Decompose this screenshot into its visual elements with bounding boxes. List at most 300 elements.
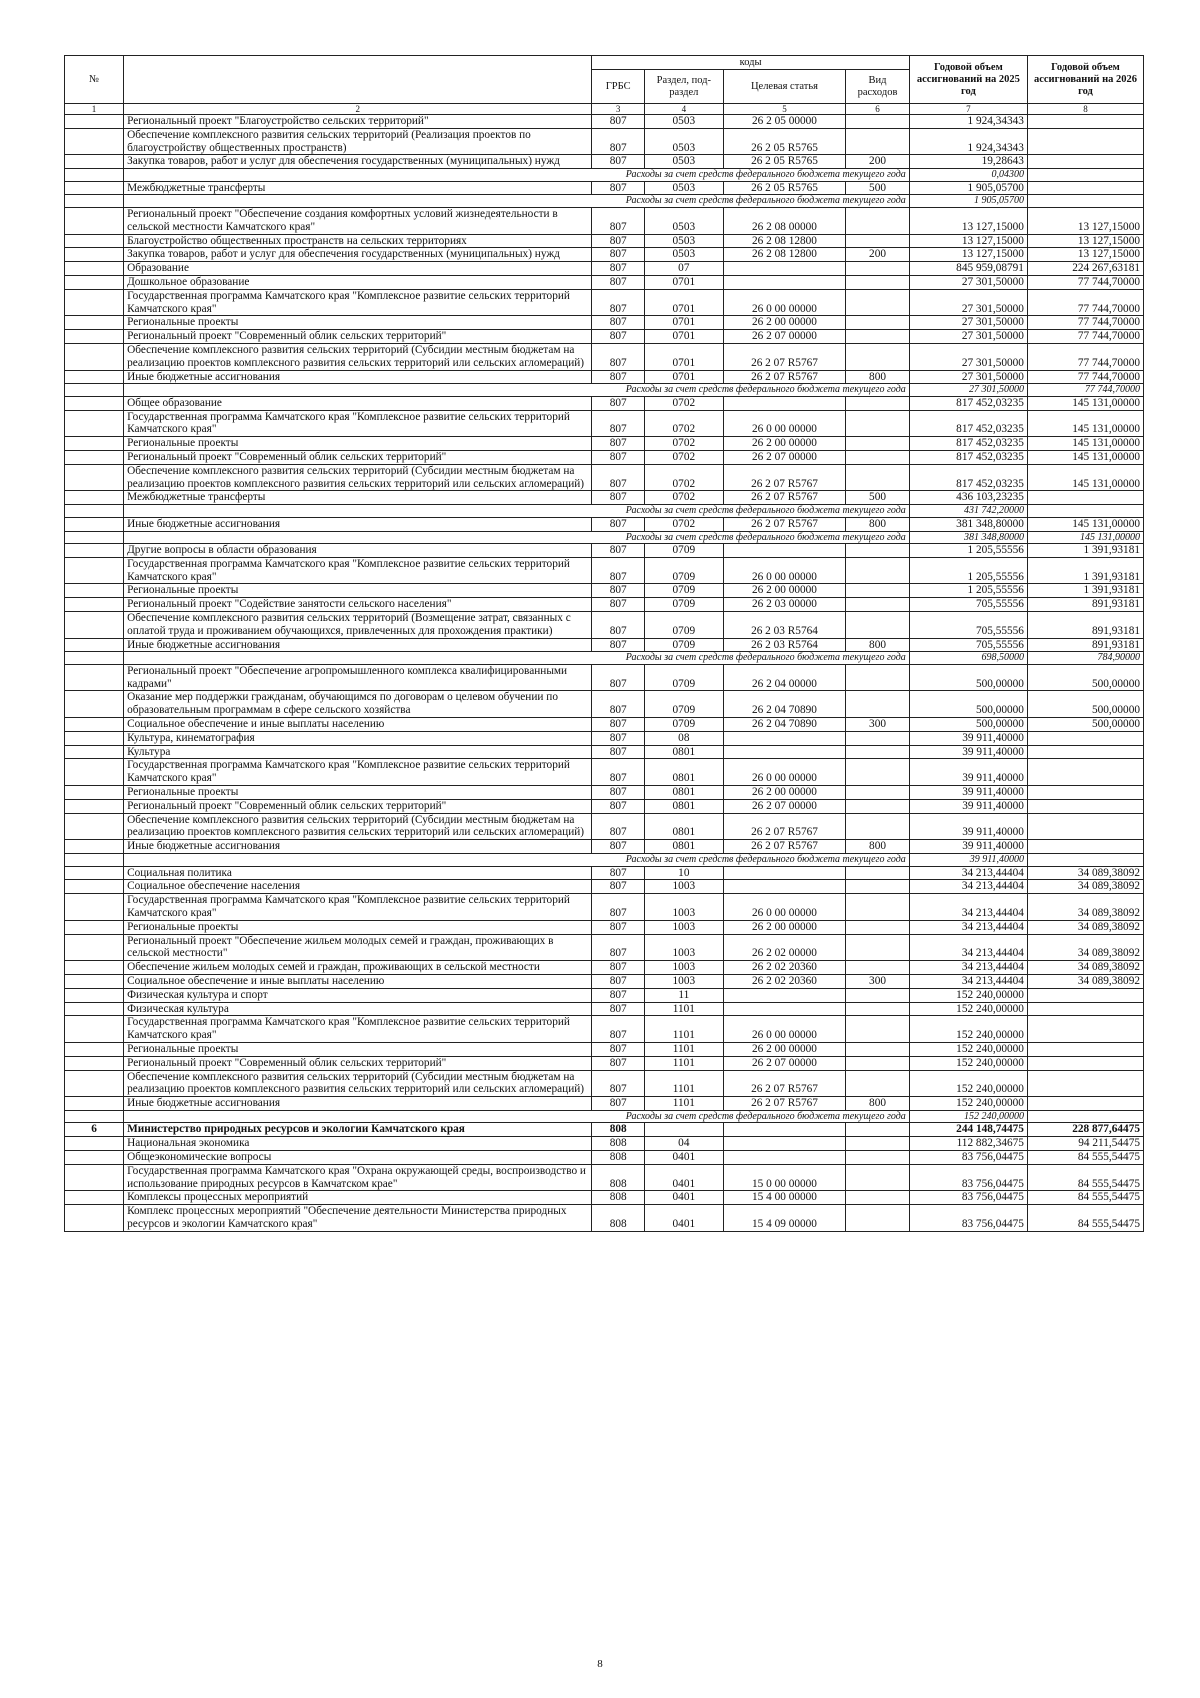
grbs-cell: 807 (592, 813, 645, 840)
expense-type-cell (846, 664, 910, 691)
target-article-cell: 26 2 08 12800 (723, 248, 846, 262)
row-number-cell (65, 262, 124, 276)
amount-2025-cell: 152 240,00000 (909, 988, 1027, 1002)
amount-2026-cell: 145 131,00000 (1027, 437, 1143, 451)
row-number-cell (65, 155, 124, 169)
amount-2025-cell: 152 240,00000 (909, 1110, 1027, 1123)
target-article-cell: 26 2 07 R5767 (723, 491, 846, 505)
expense-type-cell (846, 1042, 910, 1056)
section-cell: 0801 (644, 759, 723, 786)
table-row (65, 638, 1144, 652)
target-article-cell: 26 2 02 20360 (723, 974, 846, 988)
target-article-cell (723, 988, 846, 1002)
section-cell: 07 (644, 262, 723, 276)
row-number-cell (65, 384, 124, 397)
expense-type-cell (846, 330, 910, 344)
amount-2026-cell: 500,00000 (1027, 718, 1143, 732)
expense-type-cell (846, 988, 910, 1002)
item-name-cell: Обеспечение комплексного развития сельских территорий (Субсидии местным бюджетам на реализацию проектов комплексного развития сельских территорий или сельских агломераций) (124, 343, 592, 370)
item-name-cell: Министерство природных ресурсов и экологии Камчатского края (124, 1123, 592, 1137)
target-article-cell (723, 1123, 846, 1137)
col-num-cell: 8 (1027, 104, 1143, 115)
section-cell: 0709 (644, 718, 723, 732)
col-num-cell: 1 (65, 104, 124, 115)
amount-2026-cell (1027, 181, 1143, 195)
row-number-cell (65, 920, 124, 934)
amount-2026-cell: 34 089,38092 (1027, 934, 1143, 961)
table-row (65, 181, 1144, 195)
table-row (65, 934, 1144, 961)
expense-type-cell: 800 (846, 840, 910, 854)
item-name-cell: Государственная программа Камчатского края "Комплексное развитие сельских территорий Камчатского края" (124, 410, 592, 437)
col-2025-header: Годовой объем ассигнований на 2025 год (909, 56, 1027, 104)
section-cell: 0709 (644, 557, 723, 584)
item-name-cell: Физическая культура и спорт (124, 988, 592, 1002)
amount-2025-cell: 34 213,44404 (909, 974, 1027, 988)
row-number-cell (65, 786, 124, 800)
amount-2026-cell (1027, 786, 1143, 800)
federal-funds-note-row (65, 531, 1144, 544)
table-row (65, 1164, 1144, 1191)
expense-type-cell (846, 813, 910, 840)
item-name-cell: Региональные проекты (124, 316, 592, 330)
target-article-cell: 26 2 05 R5765 (723, 181, 846, 195)
table-row (65, 759, 1144, 786)
grbs-cell: 807 (592, 181, 645, 195)
amount-2025-cell: 152 240,00000 (909, 1016, 1027, 1043)
table-row (65, 410, 1144, 437)
target-article-cell: 26 2 03 R5764 (723, 612, 846, 639)
note-text-cell: Расходы за счет средств федерального бюджета текущего года (124, 195, 910, 208)
grbs-cell: 807 (592, 974, 645, 988)
grbs-cell: 807 (592, 612, 645, 639)
item-name-cell: Региональный проект "Современный облик сельских территорий" (124, 799, 592, 813)
grbs-cell: 807 (592, 961, 645, 975)
table-row (65, 1150, 1144, 1164)
grbs-cell: 807 (592, 691, 645, 718)
target-article-cell (723, 1002, 846, 1016)
row-number-cell (65, 731, 124, 745)
amount-2025-cell: 152 240,00000 (909, 1070, 1027, 1097)
table-row (65, 370, 1144, 384)
table-row (65, 1205, 1144, 1232)
expense-type-cell (846, 920, 910, 934)
amount-2025-cell: 13 127,15000 (909, 248, 1027, 262)
grbs-cell: 807 (592, 1042, 645, 1056)
table-row (65, 664, 1144, 691)
amount-2026-cell (1027, 1110, 1143, 1123)
section-cell: 1003 (644, 934, 723, 961)
table-row (65, 1042, 1144, 1056)
note-text-cell: Расходы за счет средств федерального бюджета текущего года (124, 169, 910, 182)
target-article-cell: 26 2 07 00000 (723, 799, 846, 813)
table-row (65, 786, 1144, 800)
expense-type-cell: 800 (846, 638, 910, 652)
amount-2026-cell (1027, 115, 1143, 129)
target-article-cell: 26 2 00 00000 (723, 584, 846, 598)
amount-2025-cell: 0,04300 (909, 169, 1027, 182)
target-article-cell (723, 544, 846, 558)
grbs-cell: 807 (592, 1056, 645, 1070)
note-text-cell: Расходы за счет средств федерального бюджета текущего года (124, 531, 910, 544)
row-number-cell (65, 974, 124, 988)
amount-2026-cell: 145 131,00000 (1027, 451, 1143, 465)
grbs-cell: 807 (592, 840, 645, 854)
target-article-cell: 26 2 07 00000 (723, 1056, 846, 1070)
row-number-cell (65, 437, 124, 451)
amount-2025-cell: 152 240,00000 (909, 1002, 1027, 1016)
grbs-cell: 807 (592, 128, 645, 155)
col-num-cell: 5 (723, 104, 846, 115)
item-name-cell: Межбюджетные трансферты (124, 181, 592, 195)
grbs-cell: 808 (592, 1205, 645, 1232)
target-article-cell: 15 4 00 00000 (723, 1191, 846, 1205)
amount-2025-cell: 112 882,34675 (909, 1137, 1027, 1151)
expense-type-cell (846, 410, 910, 437)
amount-2026-cell: 145 131,00000 (1027, 410, 1143, 437)
amount-2025-cell: 698,50000 (909, 652, 1027, 665)
row-number-cell (65, 745, 124, 759)
target-article-cell: 26 2 00 00000 (723, 1042, 846, 1056)
amount-2025-cell: 817 452,03235 (909, 396, 1027, 410)
section-cell: 0702 (644, 464, 723, 491)
amount-2026-cell (1027, 854, 1143, 867)
table-row (65, 155, 1144, 169)
grbs-cell: 807 (592, 115, 645, 129)
expense-type-cell (846, 343, 910, 370)
item-name-cell: Иные бюджетные ассигнования (124, 370, 592, 384)
expense-type-cell (846, 128, 910, 155)
amount-2025-cell: 817 452,03235 (909, 437, 1027, 451)
table-row (65, 745, 1144, 759)
expense-type-cell (846, 316, 910, 330)
section-cell: 08 (644, 731, 723, 745)
table-body (65, 115, 1144, 1232)
item-name-cell: Оказание мер поддержки гражданам, обучающимся по договорам о целевом обучении по образовательным программам в сфере сельского хозяйства (124, 691, 592, 718)
table-row (65, 115, 1144, 129)
col-name-header (124, 56, 592, 104)
amount-2025-cell: 705,55556 (909, 638, 1027, 652)
federal-funds-note-row (65, 1110, 1144, 1123)
expense-type-cell (846, 691, 910, 718)
row-number-cell (65, 854, 124, 867)
target-article-cell: 26 2 07 R5767 (723, 517, 846, 531)
row-number-cell (65, 169, 124, 182)
amount-2026-cell: 77 744,70000 (1027, 330, 1143, 344)
grbs-cell: 807 (592, 920, 645, 934)
amount-2026-cell: 13 127,15000 (1027, 248, 1143, 262)
section-cell: 1101 (644, 1056, 723, 1070)
section-cell: 0701 (644, 316, 723, 330)
grbs-cell: 807 (592, 638, 645, 652)
table-row (65, 1097, 1144, 1111)
grbs-cell: 807 (592, 370, 645, 384)
target-article-cell: 26 2 00 00000 (723, 920, 846, 934)
section-cell: 1101 (644, 1070, 723, 1097)
amount-2025-cell: 19,28643 (909, 155, 1027, 169)
item-name-cell: Региональный проект "Благоустройство сельских территорий" (124, 115, 592, 129)
table-row (65, 598, 1144, 612)
table-row (65, 584, 1144, 598)
grbs-cell: 807 (592, 1097, 645, 1111)
target-article-cell: 26 2 02 00000 (723, 934, 846, 961)
target-article-cell: 26 2 07 00000 (723, 330, 846, 344)
row-number-cell (65, 584, 124, 598)
item-name-cell: Региональный проект "Обеспечение создания комфортных условий жизнедеятельности в сельской местности Камчатского края" (124, 207, 592, 234)
item-name-cell: Региональный проект "Современный облик сельских территорий" (124, 330, 592, 344)
section-cell: 11 (644, 988, 723, 1002)
row-number-cell (65, 598, 124, 612)
item-name-cell: Обеспечение комплексного развития сельских территорий (Реализация проектов по благоустройству общественных пространств) (124, 128, 592, 155)
grbs-cell: 808 (592, 1123, 645, 1137)
amount-2025-cell: 27 301,50000 (909, 370, 1027, 384)
amount-2025-cell: 83 756,04475 (909, 1164, 1027, 1191)
section-cell: 0709 (644, 544, 723, 558)
amount-2025-cell: 39 911,40000 (909, 799, 1027, 813)
table-row (65, 840, 1144, 854)
amount-2025-cell: 27 301,50000 (909, 384, 1027, 397)
amount-2026-cell (1027, 759, 1143, 786)
row-number-cell (65, 1137, 124, 1151)
expense-type-cell (846, 584, 910, 598)
expense-type-cell (846, 557, 910, 584)
amount-2026-cell: 228 877,64475 (1027, 1123, 1143, 1137)
section-cell: 0709 (644, 584, 723, 598)
table-row (65, 557, 1144, 584)
target-article-cell: 26 0 00 00000 (723, 289, 846, 316)
target-article-cell (723, 1150, 846, 1164)
amount-2026-cell: 145 131,00000 (1027, 396, 1143, 410)
item-name-cell: Обеспечение комплексного развития сельских территорий (Субсидии местным бюджетам на реализацию проектов комплексного развития сельских территорий или сельских агломераций) (124, 464, 592, 491)
target-article-cell: 26 2 07 R5767 (723, 840, 846, 854)
table-row (65, 920, 1144, 934)
row-number-cell (65, 1070, 124, 1097)
target-article-cell: 26 2 02 20360 (723, 961, 846, 975)
amount-2025-cell: 381 348,80000 (909, 517, 1027, 531)
item-name-cell: Региональные проекты (124, 920, 592, 934)
expense-type-cell (846, 961, 910, 975)
row-number-cell (65, 813, 124, 840)
table-row (65, 866, 1144, 880)
section-cell: 0702 (644, 451, 723, 465)
expense-type-cell (846, 1123, 910, 1137)
budget-table-sheet (64, 55, 1144, 1232)
item-name-cell: Комплексы процессных мероприятий (124, 1191, 592, 1205)
grbs-cell: 807 (592, 343, 645, 370)
section-cell: 0401 (644, 1191, 723, 1205)
row-number-cell (65, 866, 124, 880)
amount-2025-cell: 500,00000 (909, 691, 1027, 718)
item-name-cell: Региональные проекты (124, 437, 592, 451)
table-row (65, 248, 1144, 262)
target-article-cell: 26 2 04 70890 (723, 691, 846, 718)
table-row (65, 988, 1144, 1002)
amount-2026-cell (1027, 840, 1143, 854)
section-cell: 0702 (644, 396, 723, 410)
row-number-cell (65, 880, 124, 894)
amount-2026-cell: 34 089,38092 (1027, 974, 1143, 988)
section-cell: 0801 (644, 840, 723, 854)
amount-2026-cell: 84 555,54475 (1027, 1164, 1143, 1191)
expense-type-cell (846, 451, 910, 465)
row-number-cell (65, 207, 124, 234)
item-name-cell: Общее образование (124, 396, 592, 410)
section-cell: 1101 (644, 1016, 723, 1043)
section-cell: 0701 (644, 275, 723, 289)
expense-type-cell (846, 745, 910, 759)
item-name-cell: Культура, кинематография (124, 731, 592, 745)
codes-header: коды (592, 56, 909, 70)
amount-2025-cell: 1 205,55556 (909, 557, 1027, 584)
table-row (65, 731, 1144, 745)
section-cell: 0701 (644, 330, 723, 344)
grbs-cell: 807 (592, 262, 645, 276)
amount-2026-cell (1027, 1016, 1143, 1043)
federal-funds-note-row (65, 384, 1144, 397)
item-name-cell: Обеспечение комплексного развития сельских территорий (Субсидии местным бюджетам на реализацию проектов комплексного развития сельских территорий или сельских агломераций) (124, 813, 592, 840)
row-number-cell (65, 1002, 124, 1016)
row-number-cell (65, 1097, 124, 1111)
table-row (65, 343, 1144, 370)
section-cell: 0709 (644, 638, 723, 652)
target-article-cell (723, 396, 846, 410)
col-2026-header: Годовой объем ассигнований на 2026 год (1027, 56, 1143, 104)
grbs-cell: 807 (592, 557, 645, 584)
expense-type-cell: 500 (846, 181, 910, 195)
row-number-cell (65, 612, 124, 639)
item-name-cell: Социальная политика (124, 866, 592, 880)
target-article-cell: 26 0 00 00000 (723, 410, 846, 437)
grbs-cell: 807 (592, 155, 645, 169)
grbs-cell: 807 (592, 934, 645, 961)
table-row (65, 464, 1144, 491)
row-number-cell (65, 343, 124, 370)
table-row (65, 1016, 1144, 1043)
target-article-cell: 26 2 05 00000 (723, 115, 846, 129)
section-cell: 0701 (644, 343, 723, 370)
table-row (65, 813, 1144, 840)
item-name-cell: Региональный проект "Обеспечение агропромышленного комплекса квалифицированными кадрами" (124, 664, 592, 691)
expense-type-cell (846, 1150, 910, 1164)
target-article-cell: 26 2 04 00000 (723, 664, 846, 691)
amount-2025-cell: 431 742,20000 (909, 505, 1027, 518)
table-row (65, 396, 1144, 410)
budget-table (64, 55, 1144, 1232)
amount-2025-cell: 39 911,40000 (909, 731, 1027, 745)
target-article-cell (723, 866, 846, 880)
target-article-cell: 15 0 00 00000 (723, 1164, 846, 1191)
item-name-cell: Национальная экономика (124, 1137, 592, 1151)
amount-2025-cell: 83 756,04475 (909, 1150, 1027, 1164)
item-name-cell: Общеэкономические вопросы (124, 1150, 592, 1164)
amount-2026-cell: 1 391,93181 (1027, 544, 1143, 558)
page-number: 8 (597, 1658, 603, 1670)
amount-2025-cell: 13 127,15000 (909, 207, 1027, 234)
row-number-cell (65, 664, 124, 691)
grbs-cell: 807 (592, 248, 645, 262)
expense-type-cell (846, 1137, 910, 1151)
amount-2025-cell: 83 756,04475 (909, 1205, 1027, 1232)
section-cell: 04 (644, 1137, 723, 1151)
row-number-cell: 6 (65, 1123, 124, 1137)
expense-type-cell (846, 1056, 910, 1070)
table-row (65, 1056, 1144, 1070)
section-cell: 1101 (644, 1042, 723, 1056)
expense-type-cell (846, 880, 910, 894)
row-number-cell (65, 451, 124, 465)
target-article-cell: 26 0 00 00000 (723, 759, 846, 786)
target-article-cell: 26 2 00 00000 (723, 316, 846, 330)
col-num-cell: 4 (644, 104, 723, 115)
amount-2026-cell: 500,00000 (1027, 691, 1143, 718)
amount-2026-cell (1027, 745, 1143, 759)
amount-2026-cell: 145 131,00000 (1027, 517, 1143, 531)
row-number-cell (65, 275, 124, 289)
target-article-cell: 26 2 07 R5767 (723, 370, 846, 384)
table-row (65, 612, 1144, 639)
amount-2026-cell: 34 089,38092 (1027, 894, 1143, 921)
amount-2025-cell: 244 148,74475 (909, 1123, 1027, 1137)
amount-2025-cell: 39 911,40000 (909, 759, 1027, 786)
row-number-cell (65, 1042, 124, 1056)
row-number-cell (65, 557, 124, 584)
amount-2026-cell (1027, 1097, 1143, 1111)
amount-2026-cell: 94 211,54475 (1027, 1137, 1143, 1151)
target-article-cell (723, 745, 846, 759)
expense-type-cell (846, 598, 910, 612)
col-number-header: № (65, 56, 124, 104)
row-number-cell (65, 691, 124, 718)
table-row (65, 894, 1144, 921)
amount-2026-cell: 145 131,00000 (1027, 464, 1143, 491)
table-row (65, 451, 1144, 465)
item-name-cell: Дошкольное образование (124, 275, 592, 289)
expense-type-cell (846, 234, 910, 248)
amount-2025-cell: 34 213,44404 (909, 866, 1027, 880)
federal-funds-note-row (65, 652, 1144, 665)
row-number-cell (65, 316, 124, 330)
row-number-cell (65, 988, 124, 1002)
table-row (65, 974, 1144, 988)
amount-2026-cell: 84 555,54475 (1027, 1191, 1143, 1205)
section-cell: 0801 (644, 745, 723, 759)
target-article-cell: 26 2 03 00000 (723, 598, 846, 612)
row-number-cell (65, 491, 124, 505)
section-cell: 0702 (644, 517, 723, 531)
target-article-cell (723, 262, 846, 276)
amount-2026-cell: 77 744,70000 (1027, 343, 1143, 370)
expense-type-cell: 800 (846, 370, 910, 384)
expense-type-cell: 300 (846, 718, 910, 732)
amount-2025-cell: 705,55556 (909, 612, 1027, 639)
expense-type-cell (846, 731, 910, 745)
expense-type-cell (846, 1205, 910, 1232)
amount-2026-cell: 34 089,38092 (1027, 920, 1143, 934)
item-name-cell: Благоустройство общественных пространств на сельских территориях (124, 234, 592, 248)
table-row (65, 437, 1144, 451)
section-cell: 0709 (644, 598, 723, 612)
section-cell: 0503 (644, 207, 723, 234)
item-name-cell: Государственная программа Камчатского края "Комплексное развитие сельских территорий Камчатского края" (124, 759, 592, 786)
federal-funds-note-row (65, 854, 1144, 867)
item-name-cell: Иные бюджетные ассигнования (124, 517, 592, 531)
grbs-cell: 808 (592, 1164, 645, 1191)
row-number-cell (65, 330, 124, 344)
amount-2026-cell (1027, 505, 1143, 518)
target-article-cell: 26 2 07 R5767 (723, 464, 846, 491)
federal-funds-note-row (65, 169, 1144, 182)
row-number-cell (65, 894, 124, 921)
